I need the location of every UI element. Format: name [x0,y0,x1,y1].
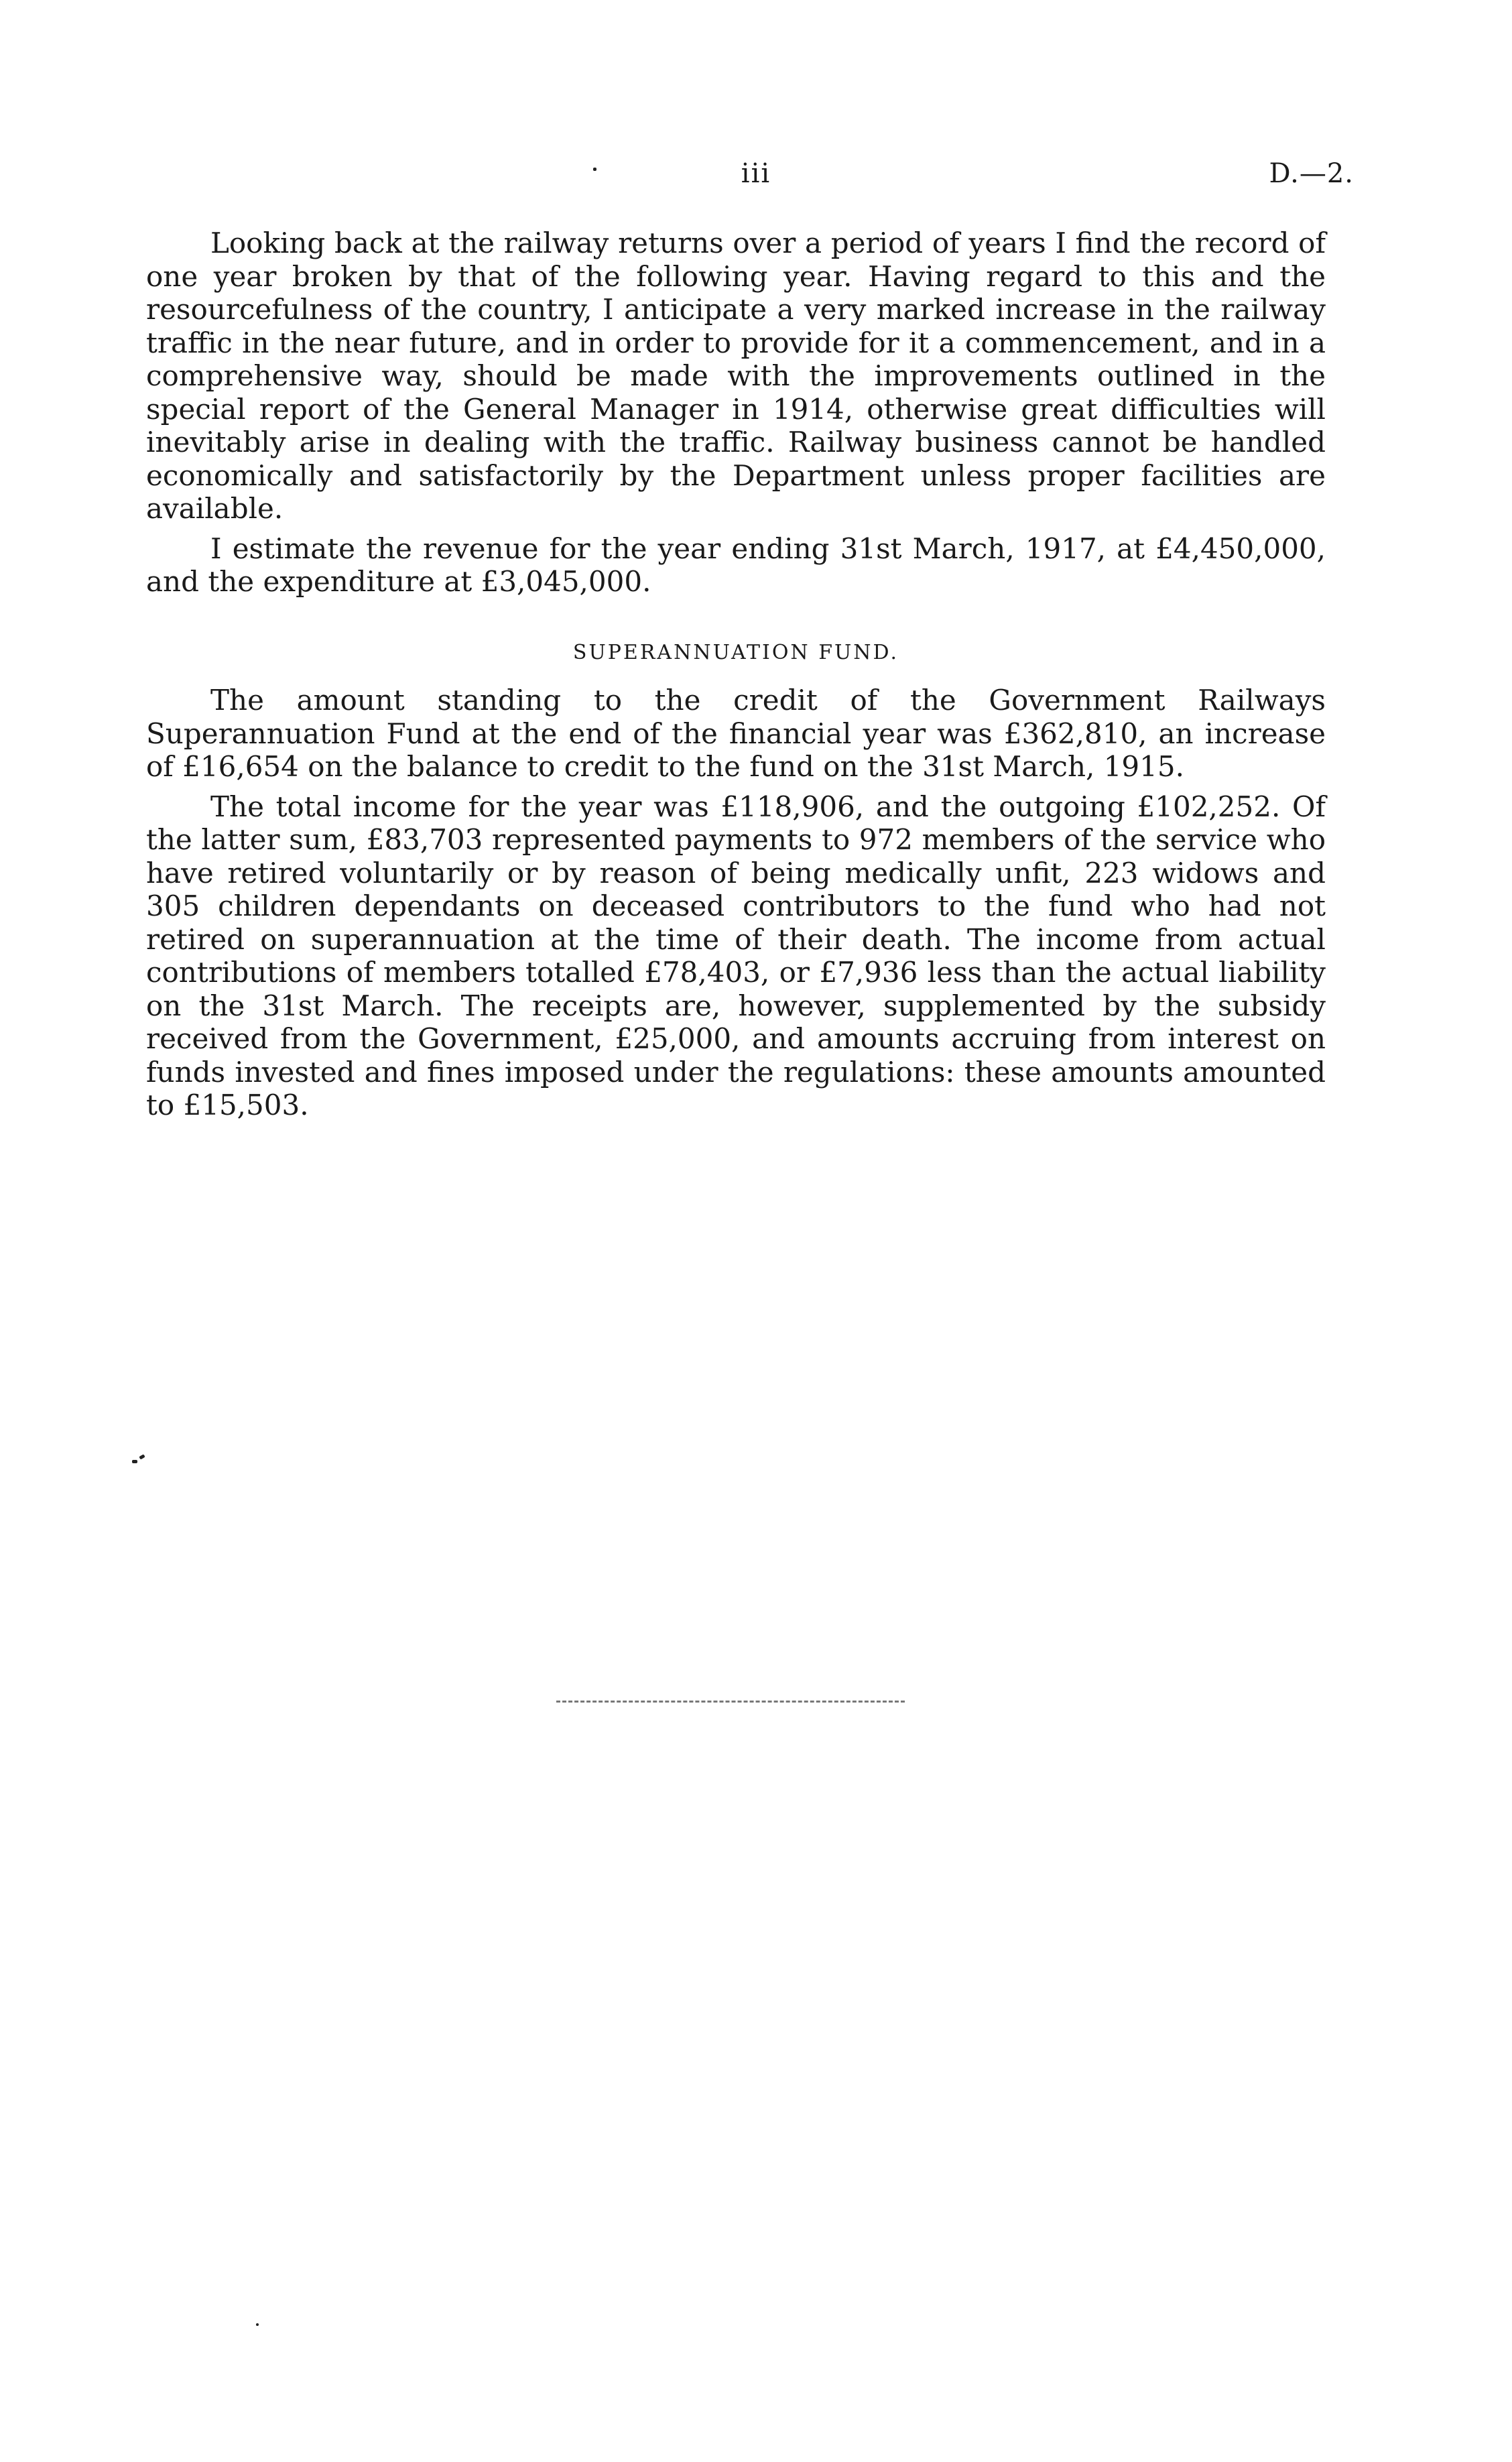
document-reference: D.—2. [1269,158,1354,189]
page-number: iii [741,158,771,189]
paragraph-fund-balance: The amount standing to the credit of the Government Railways Superannuation Fund at the end of the financial year was £362,810, an increase of £16,654 on the balance to credit to the fund on the 31st March, 1915. [146,684,1326,783]
paragraph-fund-income: The total income for the year was £118,906, and the outgoing £102,252. Of the latter sum, £83,703 represented payments to 972 members of the service who have retired voluntarily or by reason of being medically unfit, 223 widows and 305 children dependants on deceased contributors to the fund who had not retired on superannuation at the time of their death. The income from actual contributions of members totalled £78,403, or £7,936 less than the actual liability on the 31st March. The receipts are, however, supplemented by the subsidy received from the Government, £25,000, and amounts accruing from interest on funds invested and fines imposed under the regulations: these amounts amounted to £15,503. [146,790,1326,1121]
paragraph-revenue-estimate: I estimate the revenue for the year ending 31st March, 1917, at £4,450,000, and the expenditure at £3,045,000. [146,532,1326,598]
paragraph-railway-returns: Looking back at the railway returns over a period of years I find the record of one year broken by that of the following year. Having regard to this and the resourcefulness of the country, I anticipate a very marked increase in the railway traffic in the near future, and in order to provide for it a commencement, and in a comprehensive way, should be made with the improvements outlined in the special report of the General Manager in 1914, otherwise great difficulties will inevitably arise in dealing with the traffic. Railway business cannot be handled economically and satisfactorily by the Department unless proper facilities are available. [146,227,1326,525]
end-rule [556,1701,905,1703]
scan-speck-left-2 [139,1454,145,1459]
scan-speck-top [593,168,596,171]
body-text [146,227,1326,1129]
section-heading-superannuation: SUPERANNUATION FUND. [572,640,899,664]
scan-speck-left-1 [132,1460,137,1463]
scan-speck-bottom [256,2323,259,2326]
